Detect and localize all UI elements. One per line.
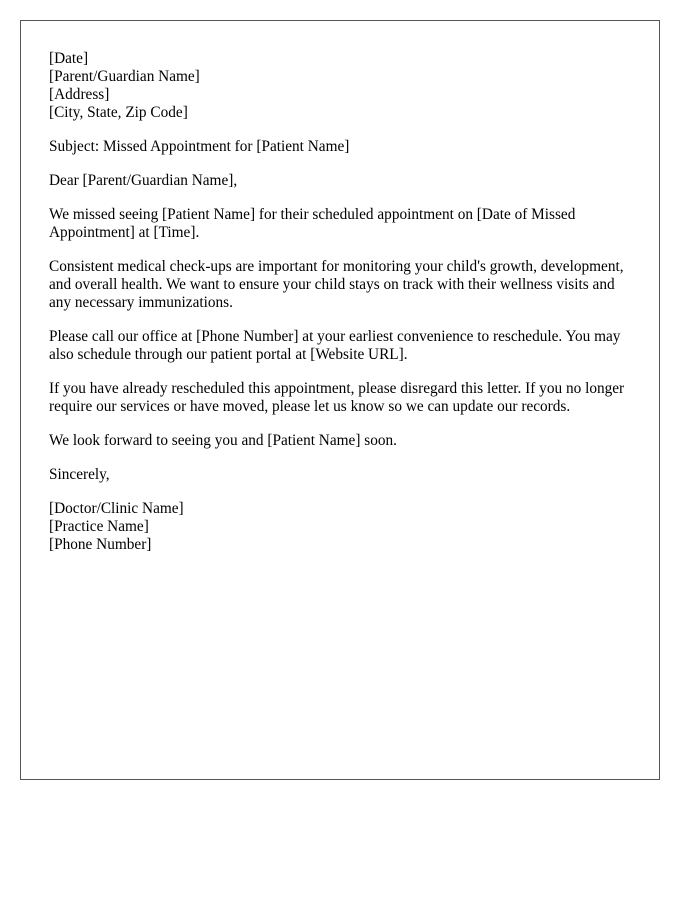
signature-doctor-clinic-name: [Doctor/Clinic Name] xyxy=(49,500,184,517)
closing: Sincerely, xyxy=(49,466,110,483)
paragraph-missed-appointment: We missed seeing [Patient Name] for their scheduled appointment on [Date of Missed Appointment] at [Time]. xyxy=(49,206,576,241)
date-line: [Date] xyxy=(49,50,89,67)
signature-block xyxy=(49,500,631,554)
salutation: Dear [Parent/Guardian Name], xyxy=(49,172,238,189)
paragraph-disregard-notice: If you have already rescheduled this appointment, please disregard this letter. If you no longer require our services or have moved, please let us know so we can update our records. xyxy=(49,380,625,415)
signature-practice-name: [Practice Name] xyxy=(49,518,149,535)
paragraph-look-forward: We look forward to seeing you and [Patient Name] soon. xyxy=(49,432,397,449)
subject-line: Subject: Missed Appointment for [Patient Name] xyxy=(49,138,350,155)
address-line: [Address] xyxy=(49,86,110,103)
city-state-zip-line: [City, State, Zip Code] xyxy=(49,104,188,121)
recipient-name-line: [Parent/Guardian Name] xyxy=(49,68,200,85)
signature-phone-number: [Phone Number] xyxy=(49,536,152,553)
letter-container xyxy=(20,20,660,780)
letter-header xyxy=(49,50,631,122)
paragraph-reschedule-instructions: Please call our office at [Phone Number] at your earliest convenience to reschedule. You may also schedule through our patient portal at [Website URL]. xyxy=(49,328,621,363)
paragraph-checkups-importance: Consistent medical check-ups are important for monitoring your child's growth, development, and overall health. We want to ensure your child stays on track with their wellness visits and any necessary immunizations. xyxy=(49,258,624,311)
